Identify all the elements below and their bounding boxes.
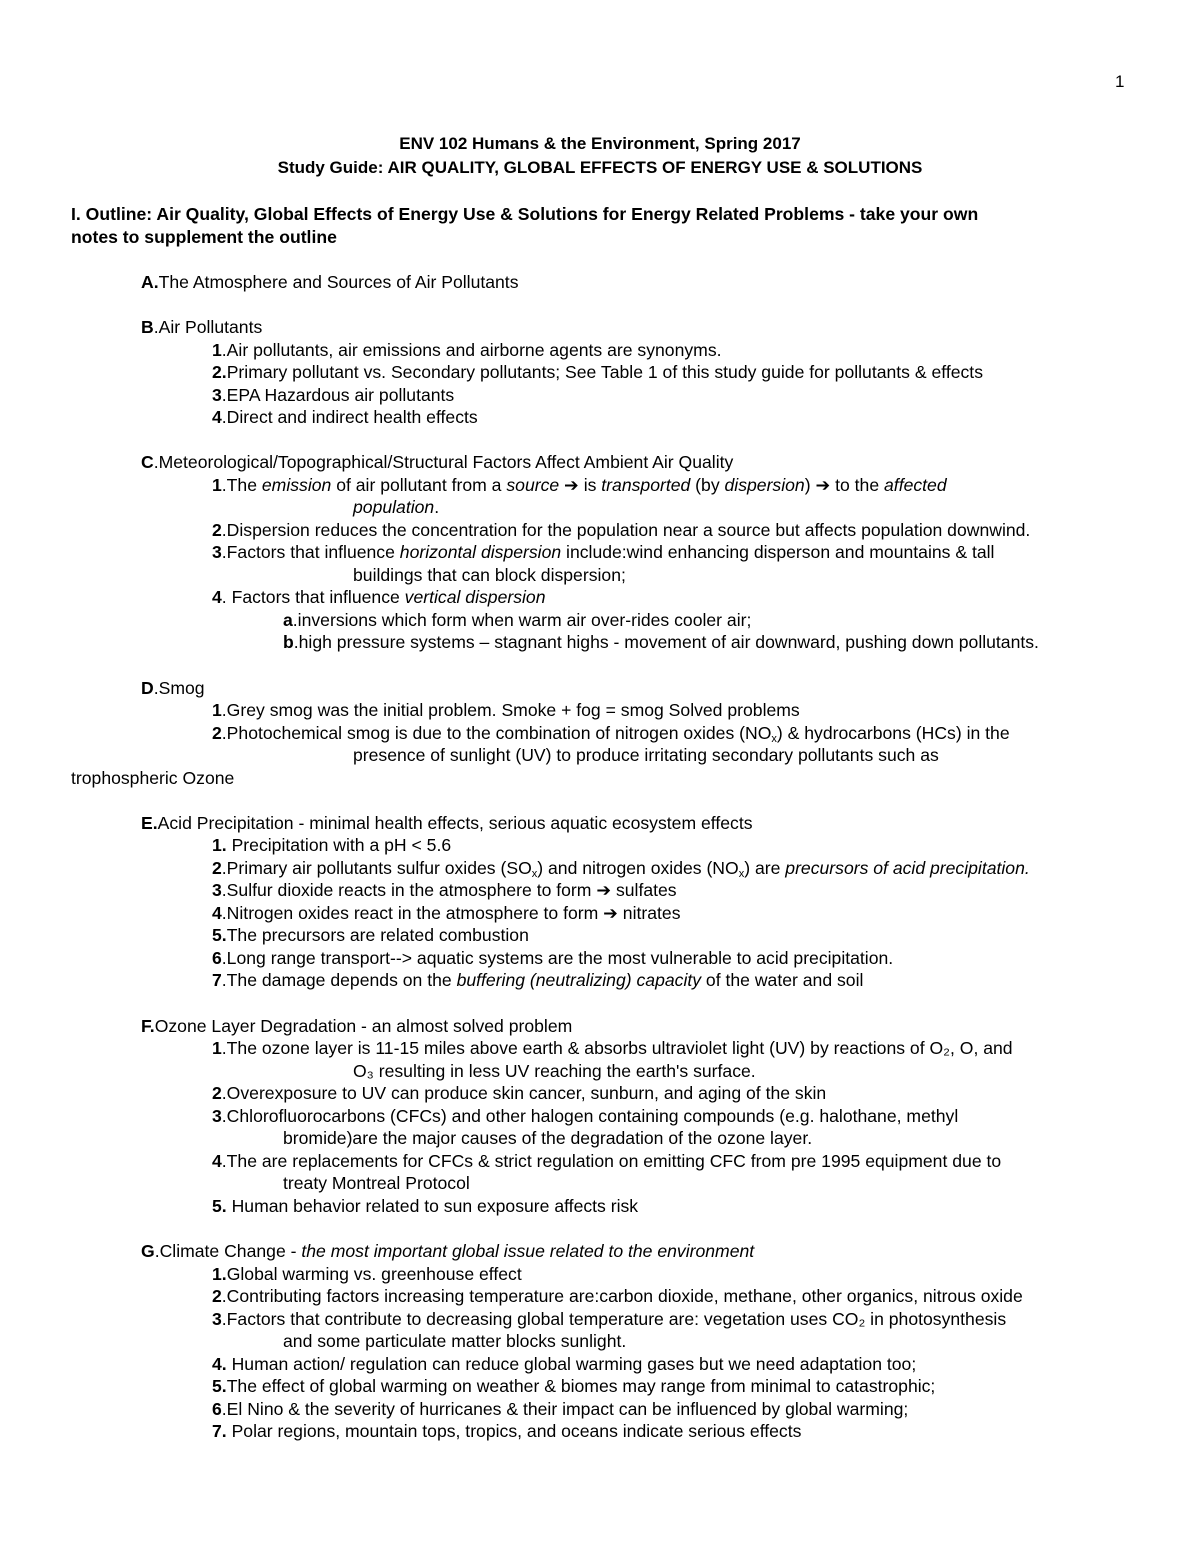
list-item: a.inversions which form when warm air over-rides cooler air;	[283, 610, 752, 630]
page-number: 1	[1115, 72, 1125, 91]
document-subtitle: Study Guide: AIR QUALITY, GLOBAL EFFECTS OF ENERGY USE & SOLUTIONS	[277, 158, 923, 177]
list-item-continuation: bromide)are the major causes of the degradation of the ozone layer.	[283, 1128, 813, 1148]
section-a-text: The Atmosphere and Sources of Air Pollutants	[158, 272, 519, 292]
list-item: 4. Human action/ regulation can reduce global warming gases but we need adaptation too;	[212, 1354, 917, 1374]
list-item: 1.Air pollutants, air emissions and airborne agents are synonyms.	[212, 340, 722, 360]
list-item: 2.Overexposure to UV can produce skin cancer, sunburn, and aging of the skin	[212, 1083, 827, 1103]
list-item: 1. Precipitation with a pH < 5.6	[212, 835, 452, 855]
section-e-text: Acid Precipitation - minimal health effects, serious aquatic ecosystem effects	[157, 813, 753, 833]
list-item: 5.The effect of global warming on weather & biomes may range from minimal to catastrophic;	[212, 1376, 936, 1396]
list-item: 7.The damage depends on the buffering (neutralizing) capacity of the water and soil	[212, 970, 864, 990]
section-f-text: Ozone Layer Degradation - an almost solved problem	[154, 1016, 573, 1036]
list-item-continuation: population.	[353, 497, 440, 517]
list-item: 7. Polar regions, mountain tops, tropics, and oceans indicate serious effects	[212, 1421, 802, 1441]
section-c	[141, 451, 733, 473]
list-item: 3.Chlorofluorocarbons (CFCs) and other halogen containing compounds (e.g. halothane, methyl	[212, 1106, 959, 1126]
section-g: G.Climate Change - the most important global issue related to the environment	[141, 1241, 755, 1261]
section-c-label: C	[141, 452, 154, 472]
section-d	[141, 677, 205, 699]
section-f-label: F.	[141, 1016, 155, 1036]
list-item: 4.Direct and indirect health effects	[212, 407, 478, 427]
list-item-continuation: presence of sunlight (UV) to produce irritating secondary pollutants such as	[353, 745, 939, 765]
list-item-continuation: O₃ resulting in less UV reaching the earth's surface.	[353, 1061, 756, 1081]
list-item: 5.The precursors are related combustion	[212, 925, 529, 945]
section-g-label: G	[141, 1241, 155, 1261]
list-item-continuation: trophospheric Ozone	[71, 768, 235, 788]
outline-heading-line2: notes to supplement the outline	[71, 227, 337, 247]
section-e	[141, 812, 753, 834]
outline-heading-line1: I. Outline: Air Quality, Global Effects of Energy Use & Solutions for Energy Related Problems - take your own	[71, 204, 979, 224]
list-item: 4.Nitrogen oxides react in the atmosphere to form ➔ nitrates	[212, 903, 681, 923]
list-item: 4.The are replacements for CFCs & strict regulation on emitting CFC from pre 1995 equipment due to	[212, 1151, 1002, 1171]
section-d-label: D	[141, 678, 154, 698]
list-item: 2.Primary pollutant vs. Secondary pollutants; See Table 1 of this study guide for pollutants & effects	[212, 362, 983, 382]
list-item: 1.The ozone layer is 11-15 miles above earth & absorbs ultraviolet light (UV) by reactions of O₂, O, and	[212, 1038, 1013, 1058]
section-b	[141, 316, 262, 338]
list-item-continuation: and some particulate matter blocks sunlight.	[283, 1331, 627, 1351]
list-item: 5. Human behavior related to sun exposure affects risk	[212, 1196, 639, 1216]
list-item: b.high pressure systems – stagnant highs - movement of air downward, pushing down pollutants.	[283, 632, 1039, 652]
list-item: 3.EPA Hazardous air pollutants	[212, 385, 455, 405]
list-item: 1.Grey smog was the initial problem. Smoke + fog = smog Solved problems	[212, 700, 800, 720]
list-item: 4. Factors that influence vertical dispersion	[212, 587, 546, 607]
list-item: 1.The emission of air pollutant from a source ➔ is transported (by dispersion) ➔ to the affected	[212, 475, 947, 495]
section-e-label: E.	[141, 813, 158, 833]
list-item: 2.Contributing factors increasing temperature are:carbon dioxide, methane, other organics, nitrous oxide	[212, 1286, 1023, 1306]
list-item: 1.Global warming vs. greenhouse effect	[212, 1264, 522, 1284]
section-a-label: A.	[141, 272, 159, 292]
list-item: 6.Long range transport--> aquatic systems are the most vulnerable to acid precipitation.	[212, 948, 894, 968]
section-b-text: .Air Pollutants	[153, 317, 263, 337]
list-item: 2.Primary air pollutants sulfur oxides $(SO_x)$ and nitrogen oxides $(NO_x)$ are precursors of acid precipitation.	[212, 858, 1030, 880]
list-item-continuation: treaty Montreal Protocol	[283, 1173, 470, 1193]
section-f	[141, 1015, 572, 1037]
document-title: ENV 102 Humans & the Environment, Spring 2017	[399, 134, 801, 153]
list-item: 2.Dispersion reduces the concentration for the population near a source but affects population downwind.	[212, 520, 1031, 540]
list-item-continuation: buildings that can block dispersion;	[353, 565, 626, 585]
section-b-label: B	[141, 317, 154, 337]
list-item: 3.Sulfur dioxide reacts in the atmosphere to form ➔ sulfates	[212, 880, 677, 900]
section-c-text: .Meteorological/Topographical/Structural Factors Affect Ambient Air Quality	[153, 452, 734, 472]
section-a	[141, 271, 519, 293]
list-item: 3.Factors that contribute to decreasing global temperature are: vegetation uses CO₂ in photosynthesis	[212, 1309, 1007, 1329]
list-item: 6.El Nino & the severity of hurricanes & their impact can be influenced by global warming;	[212, 1399, 909, 1419]
list-item: 3.Factors that influence horizontal dispersion include:wind enhancing disperson and mountains & tall	[212, 542, 995, 562]
list-item: 2.Photochemical smog is due to the combination of nitrogen oxides $(NO_x)$ & hydrocarbons (HCs) in the	[212, 723, 1010, 745]
section-d-text: .Smog	[153, 678, 205, 698]
